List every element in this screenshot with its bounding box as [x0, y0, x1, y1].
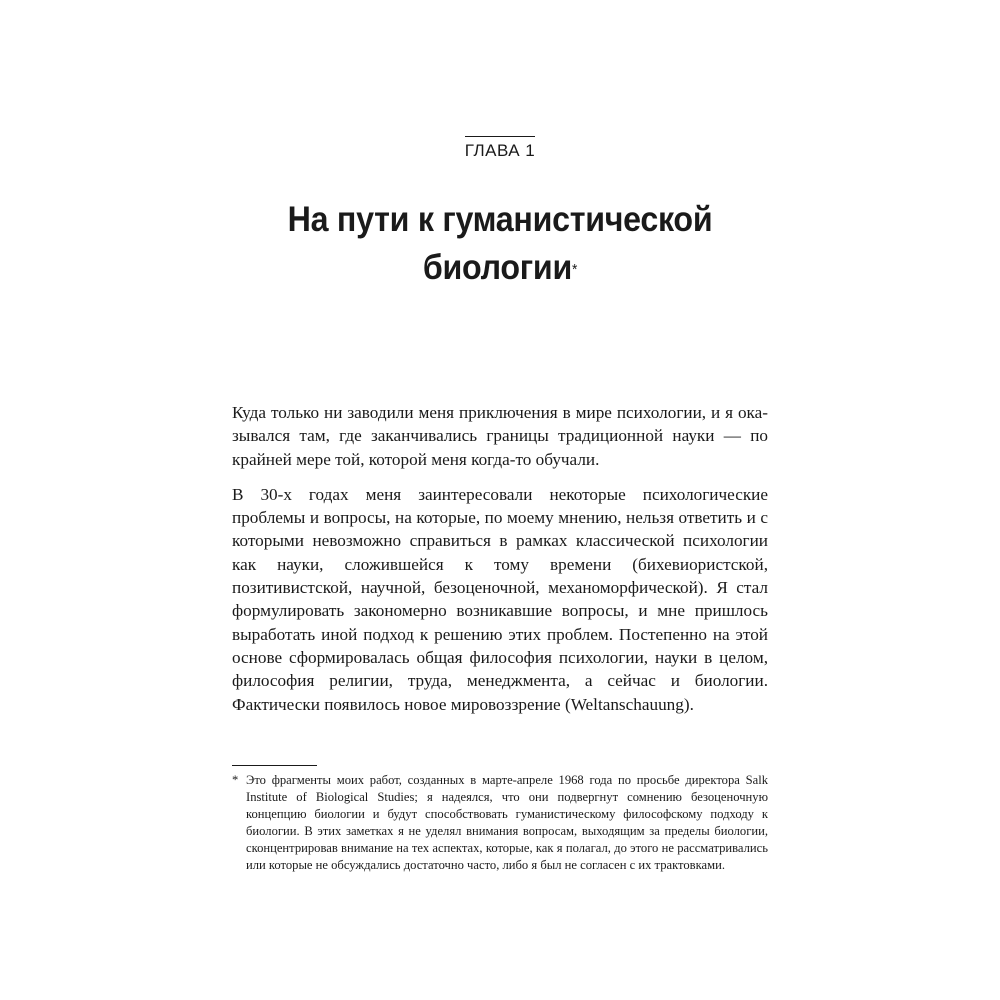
chapter-title: [40, 196, 960, 292]
footnote-marker: *: [232, 773, 239, 787]
footnote-text: Это фрагменты моих работ, созданных в марте-апреле 1968 года по просьбе директора Salk Institute of Biological Studies; я надеялся, что они подвергнут сомнению безоценочную концепцию биологии и будут способствовать гуманистическому философскому подходу к биологии. В этих заметках я не уделял внимания вопросам, выходящим за пределы биологии, сконцентрировав внимание на тех аспектах, которые, как я полагал, до этого не рассматривались или которые не обсуждались достаточно часто, либо я был не согласен с их трактовками.: [246, 773, 768, 872]
chapter-title-line-1: На пути к гуманистической: [287, 200, 713, 239]
chapter-title-line-2-text: биологии: [422, 248, 572, 287]
chapter-title-line-2: [40, 244, 960, 292]
footnote: [232, 772, 768, 874]
paragraph-1: Куда только ни заводили меня приключения в мире психологии, и я оказывался там, где заканчивались границы традиционной науки — по крайней мере той, которой меня когда-то обучали.: [232, 403, 768, 469]
footnote-reference-marker: *: [571, 261, 578, 278]
paragraph-2: В 30-х годах меня заинтересовали некоторые психологические проблемы и вопросы, на которые, по моему мнению, нельзя ответить и с которыми невозможно справиться в рамках классической психологии как науки, сложившейся к тому времени (бихевиористской, позитивистской, научной, безоценочной, механоморфической). Я стал формулировать закономерно возникавшие вопросы, и мне пришлось выработать иной подход к решению этих проблем. Постепенно на этой основе сформировалась общая философия психологии, науки в целом, философия религии, труда, менеджмента, а сейчас и биологии. Фактически появилось новое мировоззрение (Weltanschauung).: [232, 484, 768, 714]
chapter-label: [0, 136, 1000, 161]
footnote-divider: [232, 765, 317, 766]
chapter-label-text: ГЛАВА 1: [465, 136, 536, 161]
body-text: [232, 401, 768, 716]
